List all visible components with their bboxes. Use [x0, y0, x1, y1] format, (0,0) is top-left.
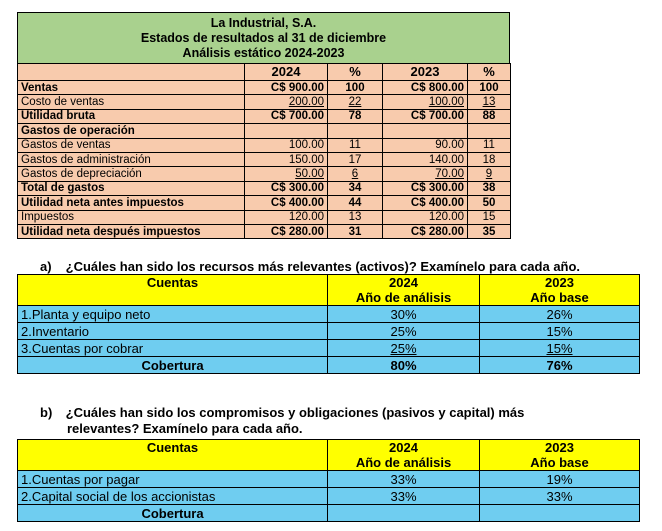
row-label: 1.Planta y equipo neto: [18, 306, 328, 323]
column-header-pct-2024: %: [328, 64, 383, 81]
table-row: [18, 138, 511, 152]
percent-2023: 38: [468, 181, 511, 195]
percent-2023: 35: [468, 224, 511, 238]
assets-table-header: [18, 275, 640, 306]
header-sub-2024: Año de análisis: [355, 290, 452, 305]
value-2024: C$ 700.00: [245, 109, 328, 123]
percent-2023: 13: [468, 95, 511, 109]
row-label: 3.Cuentas por cobrar: [18, 340, 328, 357]
table-row: [18, 323, 640, 340]
percent-2024: 31: [328, 224, 383, 238]
value-2023: 70.00: [383, 167, 468, 181]
row-label: 2.Capital social de los accionistas: [18, 488, 328, 505]
percent-2024: 6: [328, 167, 383, 181]
table-row: [18, 152, 511, 166]
header-cuentas: Cuentas: [18, 275, 328, 306]
value-2023: C$ 800.00: [383, 81, 468, 95]
value-2023: C$ 700.00: [383, 109, 468, 123]
value-2023: 33%: [480, 488, 640, 505]
question-b: [40, 405, 646, 436]
table-row: [18, 95, 511, 109]
coverage-row: [18, 505, 640, 522]
table-row: [18, 109, 511, 123]
column-header-label: [18, 64, 245, 81]
row-label: Utilidad bruta: [18, 109, 245, 123]
value-2024: C$ 400.00: [245, 196, 328, 210]
value-2024: 25%: [328, 323, 480, 340]
table-row: [18, 210, 511, 224]
row-label: Gastos de administración: [18, 152, 245, 166]
header-year-2024: 2024: [389, 275, 418, 290]
value-2023: 100.00: [383, 95, 468, 109]
percent-2023: 88: [468, 109, 511, 123]
income-statement: [17, 12, 510, 239]
value-2024: [245, 124, 328, 138]
value-2023: 26%: [480, 306, 640, 323]
question-text-line2: relevantes? Examínelo para cada año.: [67, 420, 303, 436]
percent-2024: 78: [328, 109, 383, 123]
income-table: [17, 63, 511, 239]
header-year-2024: 2024: [389, 440, 418, 455]
header-year-2023: 2023: [545, 275, 574, 290]
value-2024: 25%: [328, 340, 480, 357]
coverage-row: [18, 357, 640, 374]
percent-2024: 11: [328, 138, 383, 152]
header-sub-2023: Año base: [530, 290, 589, 305]
table-row: [18, 124, 511, 138]
percent-2023: [468, 124, 511, 138]
value-2023: [383, 124, 468, 138]
row-label: Gastos de depreciación: [18, 167, 245, 181]
table-row: [18, 340, 640, 357]
question-text-line1: ¿Cuáles han sido los compromisos y obligaciones (pasivos y capital) más: [65, 405, 525, 420]
header-2024: [328, 275, 480, 306]
table-row: [18, 471, 640, 488]
question-a: [40, 259, 660, 275]
company-name: La Industrial, S.A.: [210, 16, 317, 30]
table-row: [18, 167, 511, 181]
row-label: Utilidad neta después impuestos: [18, 224, 245, 238]
value-2024: 50.00: [245, 167, 328, 181]
liabilities-table-header: [18, 440, 640, 471]
value-2024: 200.00: [245, 95, 328, 109]
value-2023: 120.00: [383, 210, 468, 224]
column-header-pct-2023: %: [468, 64, 511, 81]
value-2023: 19%: [480, 471, 640, 488]
header-year-2023: 2023: [545, 440, 574, 455]
coverage-2024: [328, 505, 480, 522]
value-2024: 100.00: [245, 138, 328, 152]
percent-2023: 9: [468, 167, 511, 181]
value-2024: 120.00: [245, 210, 328, 224]
column-header-2023: 2023: [383, 64, 468, 81]
table-row: [18, 81, 511, 95]
row-label: Impuestos: [18, 210, 245, 224]
header-2023: [480, 440, 640, 471]
percent-2024: 17: [328, 152, 383, 166]
header-sub-2023: Año base: [530, 455, 589, 470]
value-2024: 33%: [328, 471, 480, 488]
row-label: 2.Inventario: [18, 323, 328, 340]
value-2024: 30%: [328, 306, 480, 323]
coverage-label: Cobertura: [18, 505, 328, 522]
header-sub-2024: Año de análisis: [355, 455, 452, 470]
value-2023: C$ 300.00: [383, 181, 468, 195]
value-2024: 150.00: [245, 152, 328, 166]
table-row: [18, 488, 640, 505]
percent-2024: 13: [328, 210, 383, 224]
value-2024: 33%: [328, 488, 480, 505]
coverage-2023: [480, 505, 640, 522]
statement-header: [17, 12, 510, 63]
percent-2023: 18: [468, 152, 511, 166]
value-2023: 90.00: [383, 138, 468, 152]
percent-2024: 100: [328, 81, 383, 95]
percent-2024: 44: [328, 196, 383, 210]
value-2023: 15%: [480, 323, 640, 340]
assets-table: [17, 274, 640, 374]
coverage-2024: 80%: [328, 357, 480, 374]
percent-2023: 11: [468, 138, 511, 152]
column-header-2024: 2024: [245, 64, 328, 81]
percent-2023: 100: [468, 81, 511, 95]
row-label: 1.Cuentas por pagar: [18, 471, 328, 488]
liabilities-table: [17, 439, 640, 522]
income-column-header: [18, 64, 511, 81]
value-2023: 15%: [480, 340, 640, 357]
percent-2024: 22: [328, 95, 383, 109]
value-2023: 140.00: [383, 152, 468, 166]
statement-subtitle: Análisis estático 2024-2023: [182, 46, 345, 60]
header-2023: [480, 275, 640, 306]
table-row: [18, 196, 511, 210]
table-row: [18, 306, 640, 323]
row-label: Costo de ventas: [18, 95, 245, 109]
row-label: Gastos de ventas: [18, 138, 245, 152]
percent-2023: 50: [468, 196, 511, 210]
coverage-label: Cobertura: [18, 357, 328, 374]
value-2023: C$ 400.00: [383, 196, 468, 210]
row-label: Utilidad neta antes impuestos: [18, 196, 245, 210]
percent-2024: [328, 124, 383, 138]
question-letter: a): [40, 259, 52, 274]
row-label: Ventas: [18, 81, 245, 95]
row-label: Gastos de operación: [18, 124, 245, 138]
question-letter: b): [40, 405, 53, 420]
value-2023: C$ 280.00: [383, 224, 468, 238]
table-row: [18, 181, 511, 195]
value-2024: C$ 280.00: [245, 224, 328, 238]
percent-2024: 34: [328, 181, 383, 195]
table-row: [18, 224, 511, 238]
statement-title: Estados de resultados al 31 de diciembre: [140, 31, 387, 45]
row-label: Total de gastos: [18, 181, 245, 195]
coverage-2023: 76%: [480, 357, 640, 374]
value-2024: C$ 300.00: [245, 181, 328, 195]
header-2024: [328, 440, 480, 471]
header-cuentas: Cuentas: [18, 440, 328, 471]
value-2024: C$ 900.00: [245, 81, 328, 95]
question-text: ¿Cuáles han sido los recursos más relevantes (activos)? Examínelo para cada año.: [65, 259, 581, 274]
percent-2023: 15: [468, 210, 511, 224]
